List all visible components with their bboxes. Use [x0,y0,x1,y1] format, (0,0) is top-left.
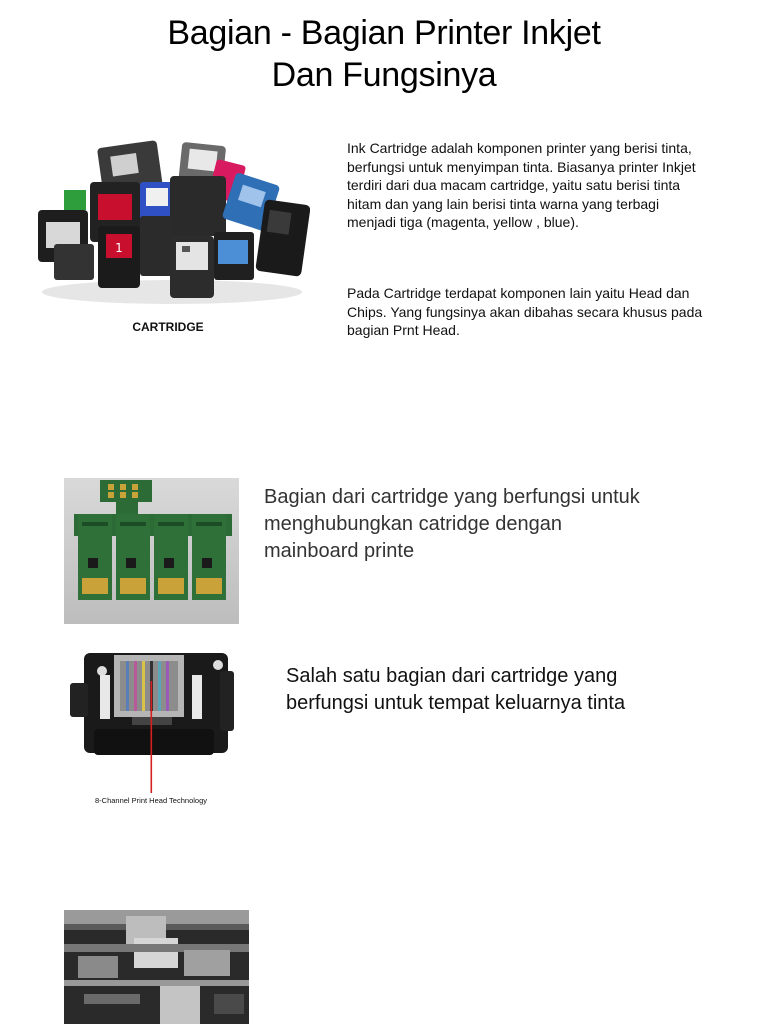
printer-mechanism-photo [64,910,249,1024]
cartridge-caption: CARTRIDGE [132,320,204,334]
cartridge-components-note: Pada Cartridge terdapat komponen lain yaitu Head dan Chips. Yang fungsinya akan dibahas secara khusus pada bagian Prnt Head. [347,285,703,338]
svg-text:1: 1 [115,241,123,255]
chips-description: Bagian dari cartridge yang berfungsi untuk menghubungkan catridge dengan mainboard printe [264,486,640,562]
cartridge-description: Ink Cartridge adalah komponen printer yang berisi tinta, berfungsi untuk menyimpan tinta. Biasanya printer Inkjet terdiri dari dua macam cartridge, yaitu satu berisi tinta hitam dan yang lain berisi tinta warna yang terbagi menjadi tiga (magenta, yellow , blue). [347,140,696,230]
chip-board-photo [64,478,239,624]
print-head-label: 8-Channel Print Head Technology [94,796,208,805]
page-title [0,12,768,96]
print-head-photo [64,645,239,810]
page-title-line-2: Dan Fungsinya [271,56,497,94]
head-description: Salah satu bagian dari cartridge yang berfungsi untuk tempat keluarnya tinta [286,665,626,714]
ink-cartridges-photo [32,132,310,307]
page-title-line-1: Bagian - Bagian Printer Inkjet [167,14,601,52]
